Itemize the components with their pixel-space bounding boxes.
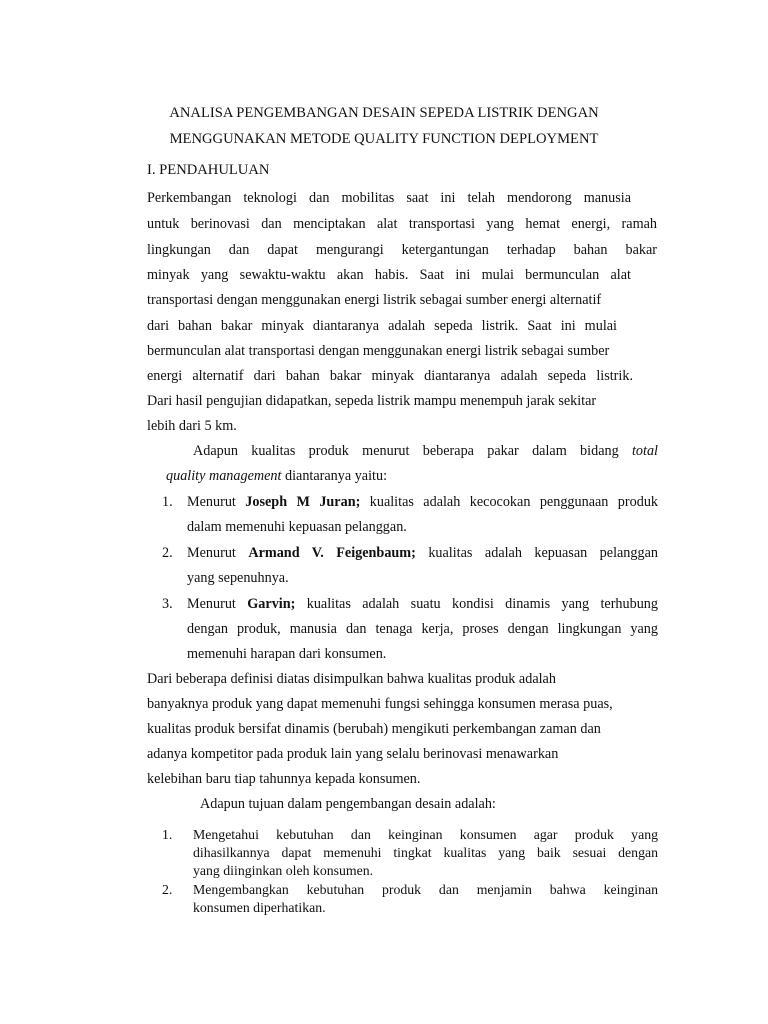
list-item-number: 2. (162, 545, 173, 561)
intro-line-3: lingkungan dan dapat mengurangi ketergantungan terhadap bahan bakar (147, 242, 657, 258)
intro-line-10: lebih dari 5 km. (147, 418, 237, 434)
intro-line-6: dari bahan bakar minyak diantaranya adalah sepeda listrik. Saat ini mulai (147, 318, 617, 334)
title-line-1: ANALISA PENGEMBANGAN DESAIN SEPEDA LISTRIK DENGAN (169, 105, 599, 121)
title-line-2: MENGGUNAKAN METODE QUALITY FUNCTION DEPLOYMENT (169, 130, 599, 147)
intro-line-7: bermunculan alat transportasi dengan menggunakan energi listrik sebagai sumber (147, 343, 610, 359)
list-item: Mengembangkan kebutuhan produk dan menjamin bahwa keinginan (193, 882, 658, 897)
list-item: Menurut Joseph M Juran; kualitas adalah kecocokan penggunaan produk (187, 494, 659, 510)
list-item: Mengetahui kebutuhan dan keinginan konsumen agar produk yang (193, 827, 658, 842)
list-item-continuation: dihasilkannya dapat memenuhi tingkat kualitas yang baik sesuai dengan (193, 845, 658, 860)
intro-line-9: Dari hasil pengujian didapatkan, sepeda listrik mampu menempuh jarak sekitar (147, 393, 597, 409)
list-item-continuation: konsumen diperhatikan. (193, 900, 326, 915)
list-item-continuation: dalam memenuhi kepuasan pelanggan. (187, 519, 407, 535)
conclusion-line-2: banyaknya produk yang dapat memenuhi fungsi sehingga konsumen merasa puas, (147, 696, 613, 712)
list-item-number: 1. (162, 494, 173, 510)
conclusion-line-4: adanya kompetitor pada produk lain yang selalu berinovasi menawarkan (147, 746, 559, 762)
intro-line-8: energi alternatif dari bahan bakar minyak diantaranya adalah sepeda listrik. (147, 368, 633, 384)
list-item-continuation: memenuhi harapan dari konsumen. (187, 646, 387, 662)
intro-line-1: Perkembangan teknologi dan mobilitas saat ini telah mendorong manusia (147, 190, 631, 206)
quality-intro-line-2: quality management diantaranya yaitu: (166, 468, 388, 484)
intro-line-2: untuk berinovasi dan menciptakan alat transportasi yang hemat energi, ramah (147, 216, 657, 232)
list-item-continuation: dengan produk, manusia dan tenaga kerja, proses dengan lingkungan yang (187, 621, 658, 637)
conclusion-line-5: kelebihan baru tiap tahunnya kepada konsumen. (147, 771, 421, 787)
intro-line-4: minyak yang sewaktu-waktu akan habis. Saat ini mulai bermunculan alat (147, 267, 631, 283)
section-heading: I. PENDAHULUAN (147, 162, 270, 178)
list-item-continuation: yang sepenuhnya. (187, 570, 289, 586)
list-item-continuation: yang diinginkan oleh konsumen. (193, 863, 374, 878)
list-item: Menurut Garvin; kualitas adalah suatu kondisi dinamis yang terhubung (187, 596, 658, 612)
list-item-number: 1. (162, 827, 173, 842)
quality-intro-line-1: Adapun kualitas produk menurut beberapa pakar dalam bidang total (193, 443, 658, 459)
intro-line-5: transportasi dengan menggunakan energi listrik sebagai sumber energi alternatif (147, 292, 602, 308)
page-title (100, 101, 668, 152)
goal-intro: Adapun tujuan dalam pengembangan desain adalah: (200, 796, 496, 812)
list-item: Menurut Armand V. Feigenbaum; kualitas adalah kepuasan pelanggan (187, 545, 658, 561)
conclusion-line-3: kualitas produk bersifat dinamis (berubah) mengikuti perkembangan zaman dan (147, 721, 601, 737)
conclusion-line-1: Dari beberapa definisi diatas disimpulkan bahwa kualitas produk adalah (147, 671, 556, 687)
list-item-number: 2. (162, 882, 173, 897)
list-item-number: 3. (162, 596, 173, 612)
